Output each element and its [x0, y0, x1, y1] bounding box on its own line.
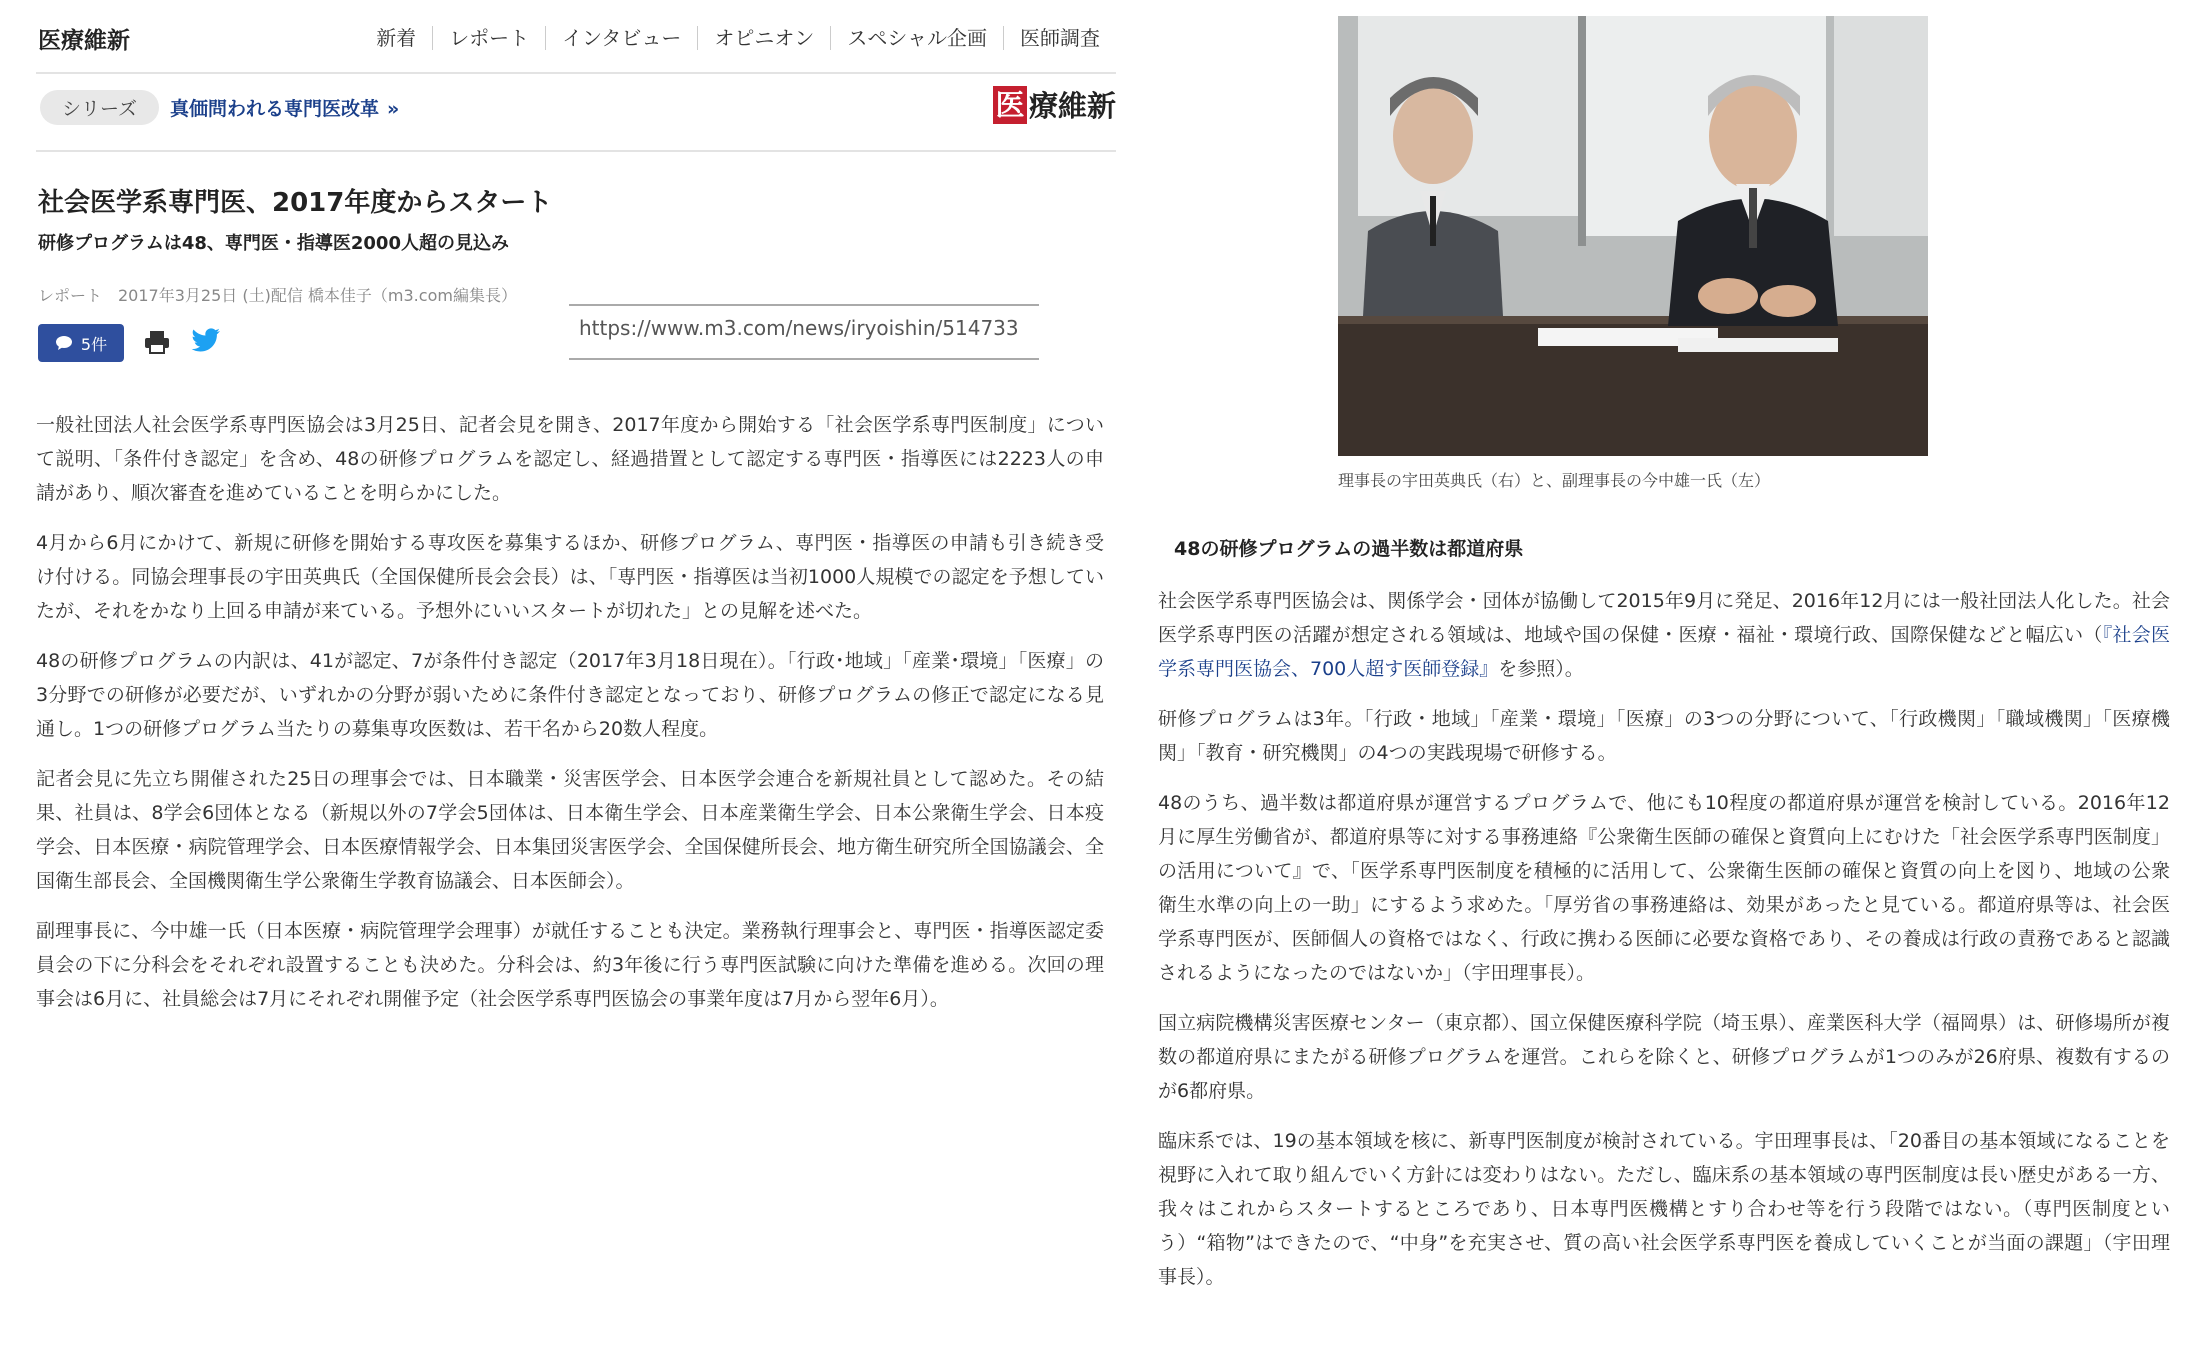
article-body — [36, 408, 1116, 1016]
paragraph-text: を参照）。 — [1498, 658, 1584, 680]
series-link[interactable] — [170, 94, 399, 121]
site-name[interactable]: 医療維新 — [38, 28, 130, 54]
paragraph — [1158, 584, 2170, 686]
paragraph: 48のうち、過半数は都道府県が運営するプログラムで、他にも10程度の都道府県が運営を検討している。2016年12月に厚生労働省が、都道府県等に対する事務連絡『公衆衛生医師の確保と資質向上にむけた「社会医学系専門医制度」の活用について』で、「医学系専門医制度を積極的に活用して、公衆衛生医師の確保と資質の向上を図り、地域の公衆衛生水準の向上の一助」にするよう求めた。「厚労省の事務連絡は、効果があったと見ている。都道府県等は、社会医学系専門医が、医師個人の資格ではなく、行政に携わる医師に必要な資格であり、その養成は行政の責務であると認識されるようになったのではないか」（宇田理事長）。 — [1158, 792, 2170, 984]
paragraph: 4月から6月にかけて、新規に研修を開始する専攻医を募集するほか、研修プログラム、専門医・指導医の申請も引き続き受け付ける。同協会理事長の宇田英典氏（全国保健所長会会長）は、「専門医・指導医は当初1000人規模での認定を予想していたが、それをかなり上回る申請が来ている。予想外にいいスタートが切れた」との見解を述べた。 — [36, 532, 1104, 622]
paragraph: 48の研修プログラムの内訳は、41が認定、7が条件付き認定（2017年3月18日現在）。「行政･地域」「産業･環境」「医療」の3分野での研修が必要だが、いずれかの分野が弱いために条件付き認定となっており、研修プログラムの修正で認定になる見通し。1つの研修プログラム当たりの募集専攻医数は、若干名から20数人程度。 — [36, 650, 1104, 740]
article-title: 社会医学系専門医、2017年度からスタート — [38, 188, 553, 218]
nav-item-opinion[interactable]: オピニオン — [697, 26, 830, 50]
paragraph-text: 社会医学系専門医協会は、関係学会・団体が協働して2015年9月に発足、2016年12月には一般社団法人化した。社会医学系専門医の活躍が想定される領域は、地域や国の保健・医療・福祉・環境行政、国際保健などと幅広い（ — [1158, 590, 2170, 646]
section-body — [1158, 584, 2170, 1310]
nav-item-report[interactable]: レポート — [432, 26, 545, 50]
paragraph: 副理事長に、今中雄一氏（日本医療・病院管理学会理事）が就任することも決定。業務執行理事会と、専門医・指導医認定委員会の下に分科会をそれぞれ設置することも決めた。分科会は、約3年後に行う専門医試験に向けた準備を進める。次回の理事会は6月に、社員総会は7月にそれぞれ開催予定（社会医学系専門医協会の事業年度は7月から翌年6月）。 — [36, 920, 1104, 1010]
comment-button[interactable] — [38, 324, 124, 362]
series-bar — [36, 88, 1116, 152]
photo-caption: 理事長の宇田英典氏（右）と、副理事長の今中雄一氏（左） — [1338, 471, 1771, 490]
section-heading: 48の研修プログラムの過半数は都道府県 — [1174, 538, 1524, 560]
series-link-text: 真価問われる専門医改革 — [170, 98, 380, 120]
raquo-icon: » — [387, 98, 400, 120]
nav-item-new[interactable]: 新着 — [376, 26, 417, 50]
paragraph: 研修プログラムは3年。「行政・地域」「産業・環境」「医療」の3つの分野について、「行政機関」「職域機関」「医療機関」「教育・研究機関」の4つの実践現場で研修する。 — [1158, 708, 2170, 764]
article-toolbar — [36, 316, 1116, 376]
article-subtitle: 研修プログラムは48、専門医・指導医2000人超の見込み — [38, 233, 509, 254]
print-icon[interactable] — [144, 330, 170, 354]
nav-item-interview[interactable]: インタビュー — [545, 26, 697, 50]
brand-logo-text: 療維新 — [1028, 89, 1116, 123]
series-pill[interactable]: シリーズ — [40, 90, 159, 125]
paragraph: 臨床系では、19の基本領域を核に、新専門医制度が検討されている。宇田理事長は、「20番目の基本領域になることを視野に入れて取り組んでいく方針には変わりはない。ただし、臨床系の基本領域の専門医制度は長い歴史がある一方、我々はこれからスタートするところであり、日本専門医機構とすり合わせ等を行う段階ではない。（専門医制度という）“箱物”はできたので、“中身”を充実させ、質の高い社会医学系専門医を養成していくことが当面の課題」（宇田理事長）。 — [1158, 1130, 2170, 1288]
nav-item-special[interactable]: スペシャル企画 — [830, 26, 1003, 50]
brand-logo-mark: 医 — [993, 86, 1027, 124]
paragraph: 記者会見に先立ち開催された25日の理事会では、日本職業・災害医学会、日本医学会連合を新規社員として認めた。その結果、社員は、8学会6団体となる（新規以外の7学会5団体は、日本衛生学会、日本産業衛生学会、日本公衆衛生学会、日本疫学会、日本医療・病院管理学会、日本医療情報学会、日本集団災害医学会、全国保健所長会、地方衛生研究所全国協議会、全国衛生部長会、全国機関衛生学公衆衛生学教育協議会、日本医師会）。 — [36, 768, 1104, 892]
comment-count: 5件 — [80, 334, 108, 354]
comment-bubble-icon — [55, 335, 73, 351]
paragraph: 国立病院機構災害医療センター（東京都）、国立保健医療科学院（埼玉県）、産業医科大学（福岡県）は、研修場所が複数の都道府県にまたがる研修プログラムを運営。これらを除くと、研修プログラムが1つのみが26府県、複数有するのが6都府県。 — [1158, 1012, 2170, 1102]
brand-logo — [993, 84, 1116, 125]
article-column — [36, 0, 1116, 1032]
url-box: https://www.m3.com/news/iryoishin/514733 — [569, 304, 1039, 360]
article-meta: レポート 2017年3月25日 (土)配信 橋本佳子（m3.com編集長） — [38, 286, 517, 305]
top-navigation — [36, 0, 1116, 74]
paragraph: 一般社団法人社会医学系専門医協会は3月25日、記者会見を開き、2017年度から開始する「社会医学系専門医制度」について説明、「条件付き認定」を含め、48の研修プログラムを認定し、経過措置として認定する専門医・指導医には2223人の申請があり、順次審査を進めていることを明らかにした。 — [36, 414, 1104, 504]
twitter-icon[interactable] — [191, 328, 221, 354]
related-article-link[interactable]: 『社会医学系専門医協会、700人超す医師登録』 — [1158, 624, 2170, 680]
nav-item-survey[interactable]: 医師調査 — [1003, 26, 1116, 50]
press-conference-photo — [1338, 16, 1928, 456]
nav-menu — [360, 26, 1116, 50]
